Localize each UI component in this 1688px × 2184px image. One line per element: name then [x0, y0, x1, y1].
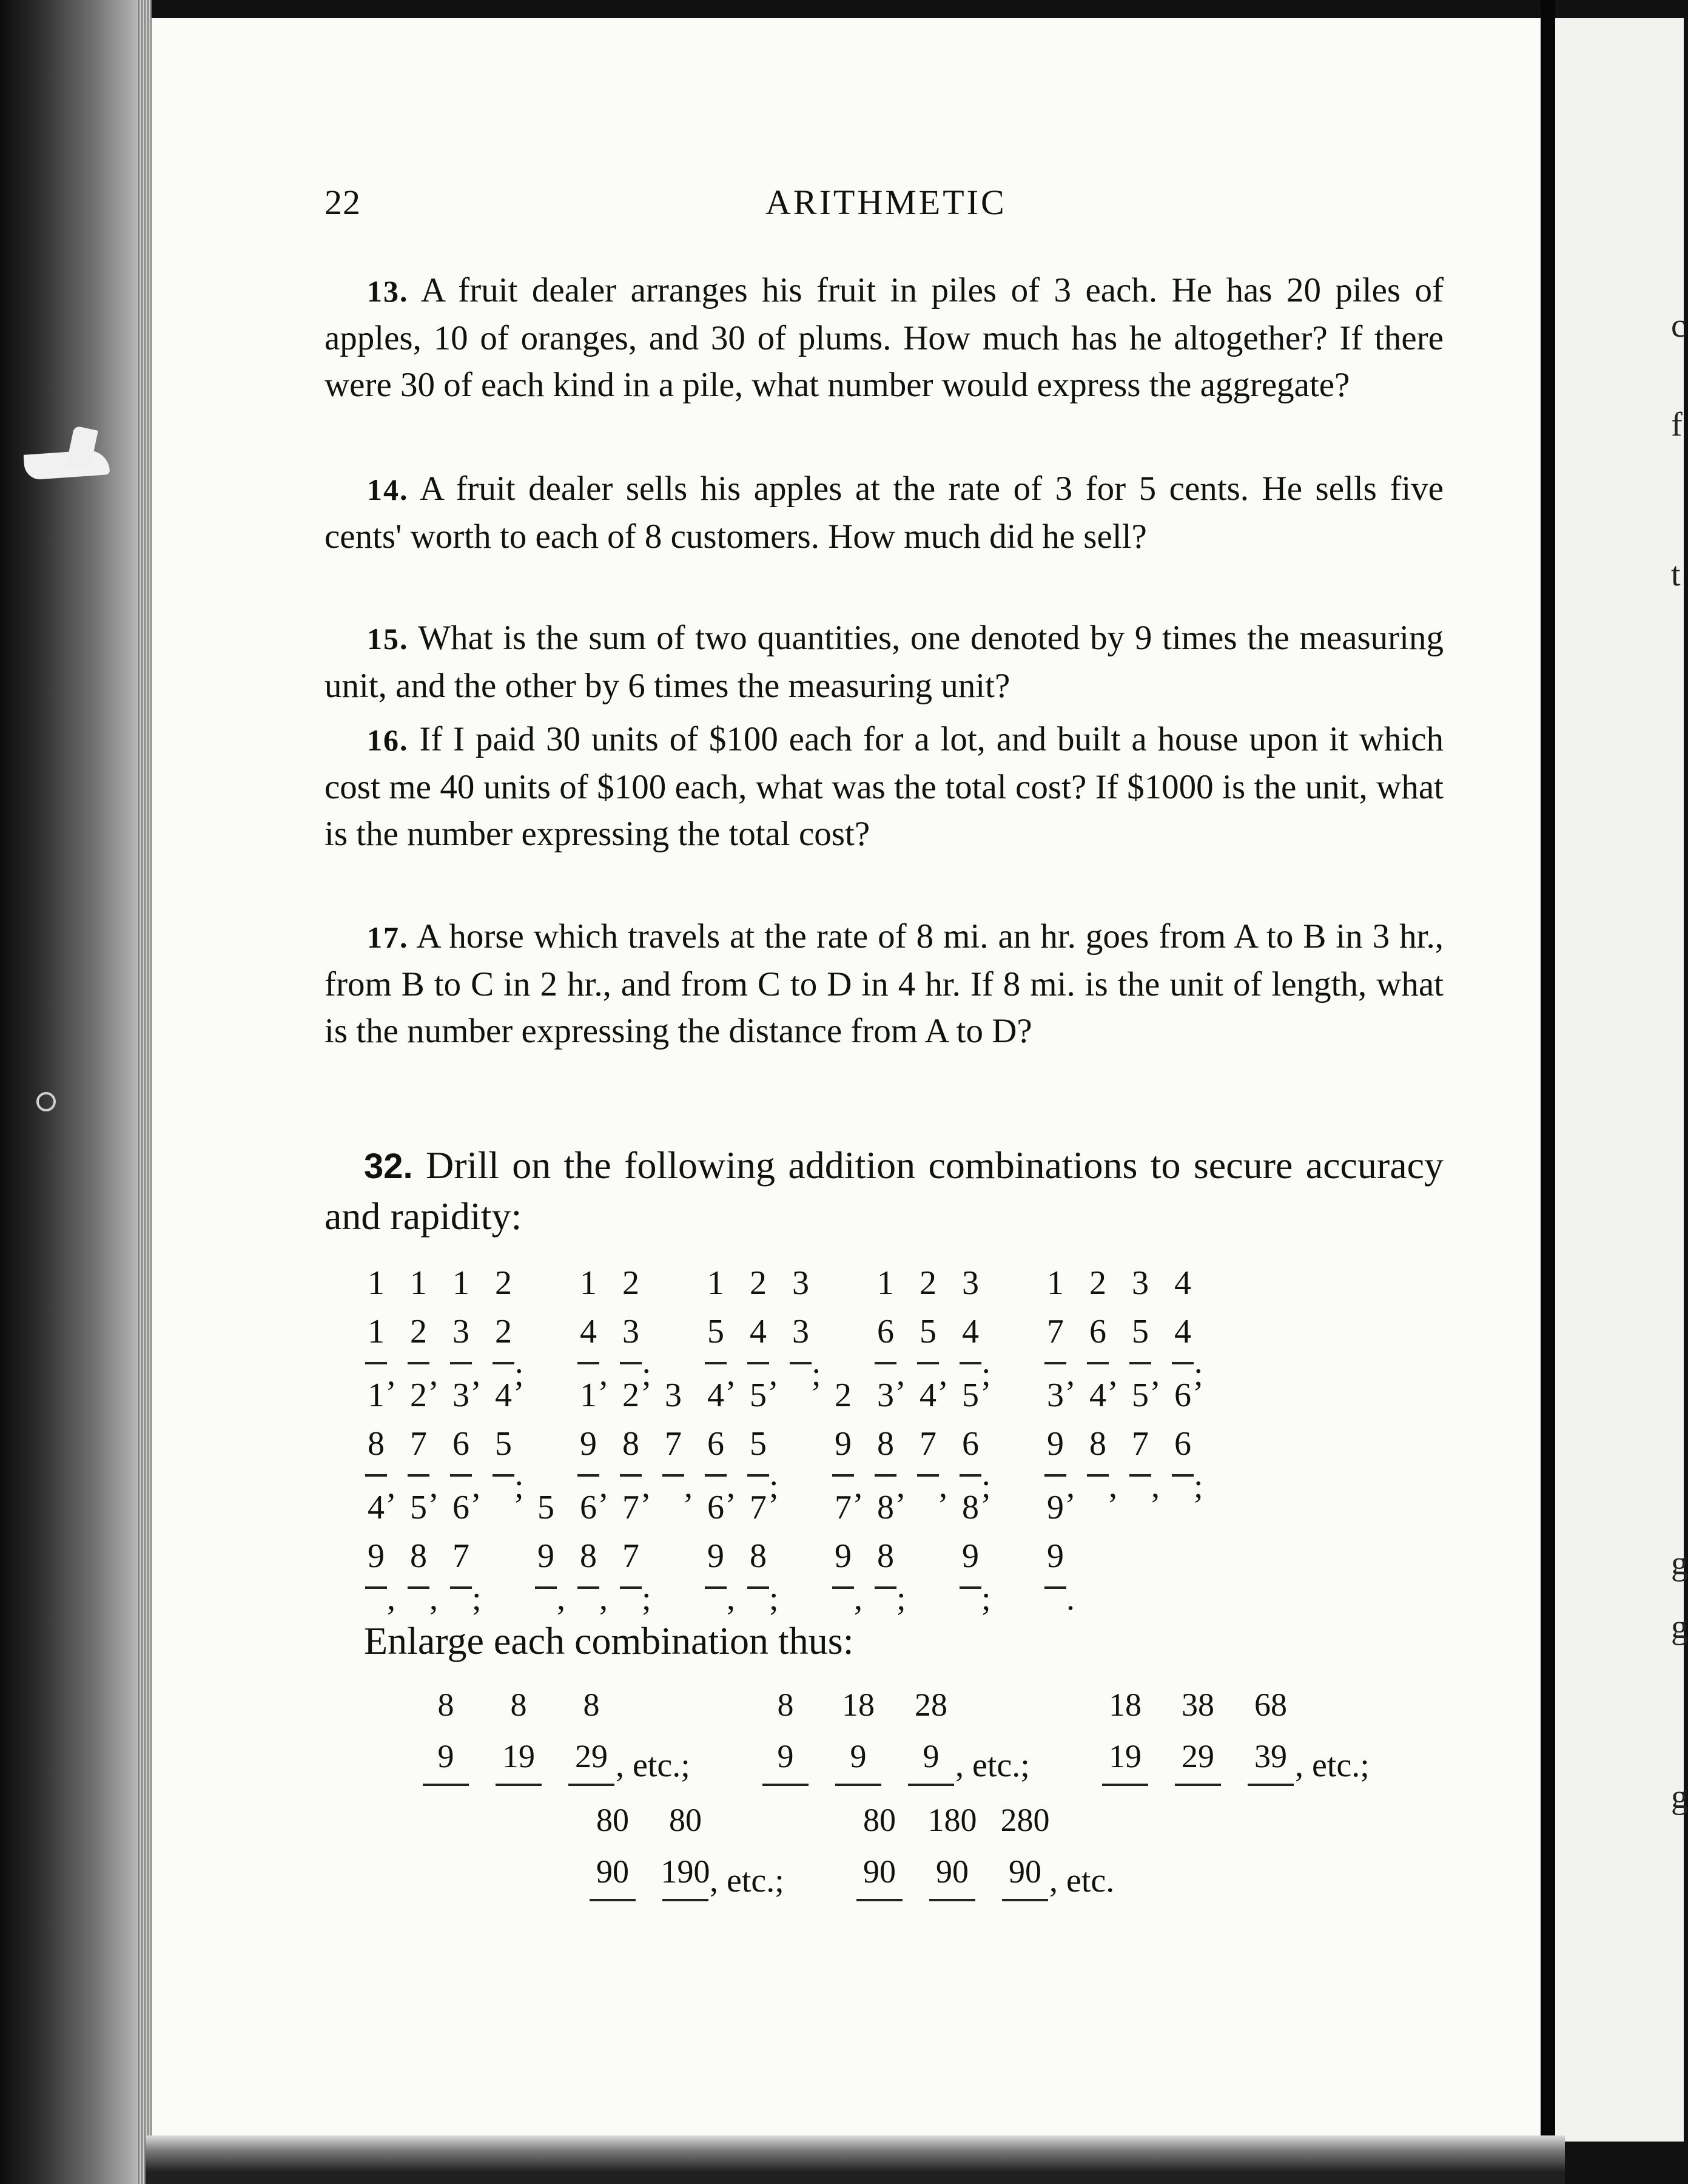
addend-bottom: 8 — [877, 1537, 894, 1575]
addend-bottom: 8 — [368, 1425, 385, 1463]
addend-top: 5 — [962, 1377, 979, 1414]
example-bottom: 39 — [1254, 1738, 1287, 1774]
addend-bottom: 5 — [750, 1425, 767, 1463]
example-top: 18 — [1109, 1687, 1142, 1723]
sum-line — [929, 1899, 975, 1901]
separator: ; — [514, 1355, 524, 1393]
addend-top: 1 — [580, 1377, 597, 1414]
addend-top: 3 — [877, 1377, 894, 1414]
separator: ; — [981, 1580, 991, 1617]
separator: ; — [981, 1468, 991, 1505]
addend-bottom: 3 — [622, 1313, 639, 1350]
separator: , — [854, 1580, 862, 1617]
addend-top: 4 — [368, 1489, 385, 1526]
separator: , — [939, 1355, 947, 1393]
addend-top: 1 — [368, 1377, 385, 1414]
separator: , — [1066, 1468, 1075, 1505]
addend-top: 6 — [707, 1489, 724, 1526]
sum-line — [908, 1784, 954, 1786]
problem-text: A fruit dealer sells his apples at the rate of 3 for 5 cents. He sells five cents' worth to each of 8 customers. How much did he sell? — [324, 470, 1444, 556]
addend-bottom: 7 — [1047, 1313, 1064, 1350]
addend-bottom: 9 — [1047, 1537, 1064, 1575]
addend-top: 6 — [580, 1489, 597, 1526]
addend-top: 7 — [750, 1489, 767, 1526]
addend-top: 1 — [368, 1264, 385, 1302]
example-top: 80 — [863, 1802, 896, 1838]
addend-bottom: 1 — [368, 1313, 385, 1350]
separator: ; — [812, 1355, 821, 1393]
addend-top: 1 — [580, 1264, 597, 1302]
separator: , — [854, 1468, 862, 1505]
example-bottom: 29 — [1182, 1738, 1214, 1774]
section-number: 32. — [364, 1147, 413, 1186]
sum-line — [1248, 1784, 1294, 1786]
addend-bottom: 9 — [707, 1537, 724, 1575]
separator: , — [472, 1468, 480, 1505]
addend-top: 1 — [452, 1264, 469, 1302]
next-page-fragment: g — [1671, 1545, 1688, 1582]
addend-top: 3 — [792, 1264, 809, 1302]
next-page-fragment: f — [1671, 406, 1683, 443]
example-bottom: 19 — [1109, 1738, 1142, 1774]
separator: , — [1109, 1355, 1117, 1393]
addend-bottom: 6 — [1089, 1313, 1106, 1350]
example-top: 18 — [842, 1687, 875, 1723]
problem-number: 17. — [367, 920, 409, 954]
addend-top: 5 — [1132, 1377, 1149, 1414]
addend-bottom: 7 — [622, 1537, 639, 1575]
example-top: 68 — [1254, 1687, 1287, 1723]
addend-top: 6 — [1174, 1377, 1191, 1414]
problem-number: 14. — [367, 473, 409, 507]
addend-top: 9 — [1047, 1489, 1064, 1526]
example-bottom: 9 — [850, 1738, 867, 1774]
separator: , — [599, 1468, 608, 1505]
separator: ; — [1194, 1355, 1203, 1393]
addend-bottom: 2 — [410, 1313, 427, 1350]
problem-text: If I paid 30 units of $100 each for a lot, and built a house upon it which cost me 40 units of $100 each, what was the total cost? If $1000 is the unit, what is the number expressing the total cost? — [324, 720, 1444, 853]
addend-top: 8 — [962, 1489, 979, 1526]
separator: ; — [1194, 1468, 1203, 1505]
addend-top: 5 — [410, 1489, 427, 1526]
separator: , — [939, 1468, 947, 1505]
addend-bottom: 9 — [835, 1425, 852, 1463]
addend-top: 2 — [495, 1264, 512, 1302]
separator: , — [1151, 1355, 1160, 1393]
separator: ; — [642, 1580, 651, 1617]
addend-bottom: 5 — [920, 1313, 936, 1350]
addend-bottom: 6 — [962, 1425, 979, 1463]
addend-top: 3 — [962, 1264, 979, 1302]
separator: , — [642, 1468, 650, 1505]
etc-label: , etc. — [1049, 1862, 1115, 1899]
addend-top: 3 — [1047, 1377, 1064, 1414]
addend-top: 7 — [622, 1489, 639, 1526]
sum-line — [1002, 1899, 1048, 1901]
addend-bottom: 9 — [580, 1425, 597, 1463]
addend-bottom: 4 — [580, 1313, 597, 1350]
example-top: 80 — [596, 1802, 629, 1838]
separator: , — [1109, 1468, 1117, 1505]
addend-bottom: 9 — [1047, 1425, 1064, 1463]
sum-line — [762, 1784, 809, 1786]
addend-top: 6 — [452, 1489, 469, 1526]
example-bottom: 90 — [596, 1853, 629, 1890]
example-bottom: 9 — [777, 1738, 794, 1774]
addend-bottom: 5 — [707, 1313, 724, 1350]
separator: , — [727, 1580, 735, 1617]
sum-line — [568, 1784, 614, 1786]
addend-bottom: 8 — [1089, 1425, 1106, 1463]
addend-top: 3 — [1132, 1264, 1149, 1302]
separator: , — [387, 1355, 395, 1393]
addend-bottom: 7 — [920, 1425, 936, 1463]
sum-line — [423, 1784, 469, 1786]
enlarge-label: Enlarge each combination thus: — [364, 1619, 854, 1662]
addend-bottom: 5 — [1132, 1313, 1149, 1350]
addend-bottom: 7 — [665, 1425, 682, 1463]
addend-top: 1 — [707, 1264, 724, 1302]
separator: ; — [642, 1355, 651, 1393]
running-title: ARITHMETIC — [765, 183, 1007, 222]
separator: , — [684, 1468, 693, 1505]
separator: , — [429, 1468, 438, 1505]
addend-bottom: 4 — [962, 1313, 979, 1350]
addend-top: 2 — [835, 1377, 852, 1414]
addend-top: 1 — [410, 1264, 427, 1302]
example-bottom: 9 — [923, 1738, 940, 1774]
separator: , — [557, 1580, 565, 1617]
etc-label: , etc.; — [955, 1747, 1030, 1784]
problem-number: 15. — [367, 622, 409, 656]
addend-top: 2 — [920, 1264, 936, 1302]
addend-top: 2 — [622, 1264, 639, 1302]
addend-bottom: 6 — [1174, 1425, 1191, 1463]
etc-label: , etc.; — [616, 1747, 690, 1784]
addend-top: 4 — [495, 1377, 512, 1414]
next-page-fragment: g — [1671, 1778, 1688, 1816]
addend-bottom: 8 — [410, 1537, 427, 1575]
addend-bottom: 8 — [580, 1537, 597, 1575]
next-page-fragment: c — [1671, 307, 1686, 345]
addend-bottom: 3 — [452, 1313, 469, 1350]
example-top: 8 — [437, 1687, 454, 1723]
separator: , — [727, 1355, 735, 1393]
example-top: 8 — [777, 1687, 794, 1723]
sum-line — [835, 1784, 881, 1786]
example-top: 180 — [927, 1802, 977, 1838]
addend-top: 2 — [410, 1377, 427, 1414]
addend-bottom: 4 — [750, 1313, 767, 1350]
addend-top: 5 — [750, 1377, 767, 1414]
separator: ; — [896, 1580, 906, 1617]
separator: , — [896, 1468, 905, 1505]
sum-line — [662, 1899, 708, 1901]
sum-line — [1102, 1784, 1148, 1786]
problem-text: A horse which travels at the rate of 8 mi. an hr. goes from A to B in 3 hr., from B to C in 2 hr., and from C to D in 4 hr. If 8 mi. is the unit of length, what is the number expressing the distance from A to D? — [324, 917, 1444, 1050]
separator: , — [472, 1355, 480, 1393]
separator: ; — [514, 1468, 524, 1505]
separator: , — [727, 1468, 735, 1505]
separator: , — [387, 1580, 395, 1617]
addend-bottom: 5 — [495, 1425, 512, 1463]
addend-top: 2 — [1089, 1264, 1106, 1302]
addend-top: 3 — [452, 1377, 469, 1414]
example-bottom: 9 — [437, 1738, 454, 1774]
addend-bottom: 9 — [537, 1537, 554, 1575]
separator: , — [599, 1355, 608, 1393]
separator: ; — [769, 1468, 779, 1505]
addend-top: 2 — [622, 1377, 639, 1414]
separator: . — [1066, 1580, 1075, 1617]
example-top: 80 — [669, 1802, 702, 1838]
example-bottom: 90 — [863, 1853, 896, 1890]
addend-bottom: 6 — [452, 1425, 469, 1463]
example-top: 280 — [1000, 1802, 1050, 1838]
addend-top: 4 — [920, 1377, 936, 1414]
addend-top: 4 — [1089, 1377, 1106, 1414]
problem-number: 13. — [367, 274, 409, 308]
problem-text: What is the sum of two quantities, one denoted by 9 times the measuring unit, and the other by 6 times the measuring unit? — [324, 619, 1444, 705]
separator: , — [599, 1580, 608, 1617]
problem-text: A fruit dealer arranges his fruit in piles of 3 each. He has 20 piles of apples, 10 of oranges, and 30 of plums. How much has he altogether? If there were 30 of each kind in a pile, what number would express the aggregate? — [324, 271, 1444, 404]
addend-bottom: 7 — [410, 1425, 427, 1463]
etc-label: , etc.; — [1295, 1747, 1370, 1784]
example-bottom: 29 — [575, 1738, 608, 1774]
addend-bottom: 9 — [368, 1537, 385, 1575]
next-page-fragment: g — [1671, 1608, 1688, 1646]
example-top: 8 — [583, 1687, 600, 1723]
example-bottom: 90 — [1009, 1853, 1041, 1890]
addend-bottom: 7 — [452, 1537, 469, 1575]
addend-bottom: 9 — [962, 1537, 979, 1575]
addend-bottom: 9 — [835, 1537, 852, 1575]
addend-top: 5 — [537, 1489, 554, 1526]
separator: , — [429, 1355, 438, 1393]
addend-bottom: 2 — [495, 1313, 512, 1350]
addend-top: 4 — [1174, 1264, 1191, 1302]
example-bottom: 19 — [502, 1738, 535, 1774]
section-text: Drill on the following addition combinations to secure accuracy and rapidity: — [324, 1144, 1444, 1238]
addend-bottom: 6 — [877, 1313, 894, 1350]
page-number: 22 — [324, 183, 361, 222]
example-top: 8 — [510, 1687, 527, 1723]
addend-top: 4 — [707, 1377, 724, 1414]
addend-bottom: 4 — [1174, 1313, 1191, 1350]
separator: , — [1066, 1355, 1075, 1393]
separator: ; — [472, 1580, 482, 1617]
sum-line — [590, 1899, 636, 1901]
addend-bottom: 3 — [792, 1313, 809, 1350]
addend-bottom: 8 — [622, 1425, 639, 1463]
example-bottom: 190 — [661, 1853, 710, 1890]
addend-top: 1 — [1047, 1264, 1064, 1302]
etc-label: , etc.; — [710, 1862, 784, 1899]
addend-top: 8 — [877, 1489, 894, 1526]
separator: , — [1151, 1468, 1160, 1505]
example-top: 28 — [915, 1687, 947, 1723]
addend-top: 7 — [835, 1489, 852, 1526]
example-bottom: 90 — [936, 1853, 969, 1890]
problem-number: 16. — [367, 723, 409, 757]
addend-bottom: 8 — [750, 1537, 767, 1575]
sum-line — [856, 1899, 903, 1901]
addend-bottom: 7 — [1132, 1425, 1149, 1463]
addend-bottom: 8 — [877, 1425, 894, 1463]
addend-top: 3 — [665, 1377, 682, 1414]
addend-top: 2 — [750, 1264, 767, 1302]
separator: ; — [769, 1580, 779, 1617]
separator: ; — [981, 1355, 991, 1393]
separator: , — [769, 1355, 778, 1393]
separator: , — [896, 1355, 905, 1393]
example-top: 38 — [1182, 1687, 1214, 1723]
next-page-fragment: t — [1671, 556, 1681, 593]
sum-line — [1175, 1784, 1221, 1786]
sum-line — [496, 1784, 542, 1786]
addend-bottom: 6 — [707, 1425, 724, 1463]
separator: , — [429, 1580, 438, 1617]
addend-top: 1 — [877, 1264, 894, 1302]
separator: , — [387, 1468, 395, 1505]
